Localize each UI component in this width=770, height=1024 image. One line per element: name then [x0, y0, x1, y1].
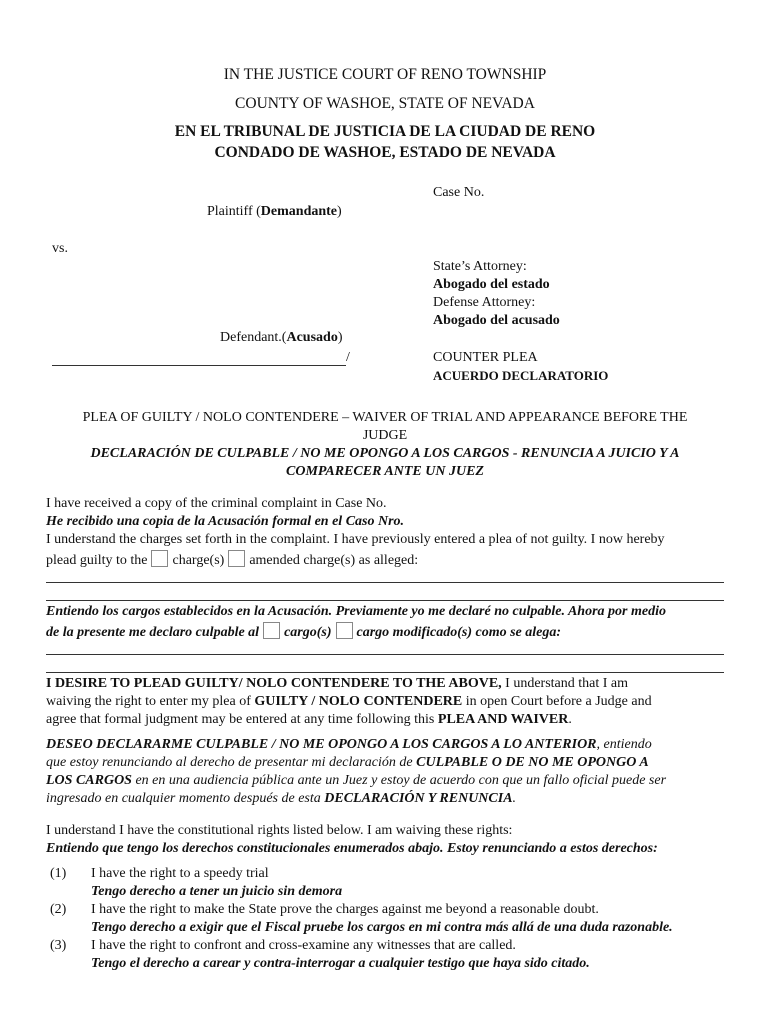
versus-label: vs. [52, 241, 68, 256]
counter-plea-label: COUNTER PLEA [433, 350, 538, 365]
desire-statement-es-line2: que estoy renunciando al derecho de presentar mi declaración de CULPABLE O DE NO ME OPONGO A [46, 755, 649, 770]
desire-statement-line2: waiving the right to enter my plea of GUILTY / NOLO CONTENDERE in open Court before a Judge and [46, 694, 652, 709]
charges-line-es-2[interactable] [46, 672, 724, 673]
right-text: I have the right to make the State prove the charges against me beyond a reasonable doubt. [91, 902, 599, 917]
amended-charges-checkbox-es[interactable] [336, 622, 353, 639]
county-en: COUNTY OF WASHOE, STATE OF NEVADA [235, 95, 535, 112]
charges-line-1[interactable] [46, 582, 724, 583]
case-no-label: Case No. [433, 185, 485, 200]
charges-checkbox[interactable] [151, 550, 168, 567]
court-name-es: EN EL TRIBUNAL DE JUSTICIA DE LA CIUDAD DE RENO [174, 123, 596, 140]
charges-line-es-1[interactable] [46, 654, 724, 655]
document-title-line2: JUDGE [362, 428, 408, 443]
document-title-es-line1: DECLARACIÓN DE CULPABLE / NO ME OPONGO A LOS CARGOS - RENUNCIA A JUICIO Y A [90, 446, 680, 461]
charges-checkbox-es[interactable] [263, 622, 280, 639]
understand-statement-line2: plead guilty to the charge(s) amended charge(s) as alleged: [46, 550, 418, 569]
county-es: CONDADO DE WASHOE, ESTADO DE NEVADA [214, 144, 556, 161]
rights-intro-es: Entiendo que tengo los derechos constitucionales enumerados abajo. Estoy renunciando a estos derechos: [46, 841, 658, 856]
defense-attorney-label-es: Abogado del acusado [433, 313, 560, 328]
court-name-en: IN THE JUSTICE COURT OF RENO TOWNSHIP [223, 66, 547, 83]
defendant-label: Defendant.(Acusado) [220, 330, 343, 345]
plaintiff-label: Plaintiff (Demandante) [207, 204, 342, 219]
caption-slash: / [346, 350, 350, 365]
defendant-name-line[interactable] [52, 365, 346, 366]
rights-intro: I understand I have the constitutional rights listed below. I am waiving these rights: [46, 823, 513, 838]
desire-statement-line3: agree that formal judgment may be entered at any time following this PLEA AND WAIVER. [46, 712, 572, 727]
amended-charges-checkbox[interactable] [228, 550, 245, 567]
state-attorney-label-es: Abogado del estado [433, 277, 550, 292]
right-text-es: Tengo derecho a tener un juicio sin demora [91, 884, 343, 899]
right-number: (3) [50, 938, 67, 953]
desire-statement-es-line4: ingresado en cualquier momento después de esta DECLARACIÓN Y RENUNCIA. [46, 791, 517, 806]
defense-attorney-label: Defense Attorney: [433, 295, 536, 310]
understand-statement-es-line2: de la presente me declaro culpable al cargo(s) cargo modificado(s) como se alega: [46, 622, 561, 641]
desire-statement-es-line1: DESEO DECLARARME CULPABLE / NO ME OPONGO A LOS CARGOS A LO ANTERIOR, entiendo [46, 737, 652, 752]
desire-statement-line1: I DESIRE TO PLEAD GUILTY/ NOLO CONTENDERE TO THE ABOVE, I understand that I am [46, 676, 629, 691]
charges-line-2[interactable] [46, 600, 724, 601]
desire-statement-es-line3: LOS CARGOS en en una audiencia pública ante un Juez y estoy de acuerdo con que un fallo oficial puede ser [46, 773, 667, 788]
right-number: (2) [50, 902, 67, 917]
received-statement: I have received a copy of the criminal complaint in Case No. [46, 496, 387, 511]
state-attorney-label: State’s Attorney: [433, 259, 527, 274]
understand-statement-es-line1: Entiendo los cargos establecidos en la Acusación. Previamente yo me declaré no culpable. Ahora por medio [46, 604, 666, 619]
right-text: I have the right to confront and cross-examine any witnesses that are called. [91, 938, 516, 953]
understand-statement-line1: I understand the charges set forth in the complaint. I have previously entered a plea of not guilty. I now hereby [46, 532, 665, 547]
document-title-line1: PLEA OF GUILTY / NOLO CONTENDERE – WAIVER OF TRIAL AND APPEARANCE BEFORE THE [82, 410, 688, 425]
received-statement-es: He recibido una copia de la Acusación formal en el Caso Nro. [46, 514, 405, 529]
counter-plea-label-es: ACUERDO DECLARATORIO [433, 368, 609, 383]
document-title-es-line2: COMPARECER ANTE UN JUEZ [286, 464, 484, 479]
right-text-es: Tengo el derecho a carear y contra-interrogar a cualquier testigo que haya sido citado. [91, 956, 590, 971]
right-number: (1) [50, 866, 67, 881]
right-text: I have the right to a speedy trial [91, 866, 269, 881]
right-text-es: Tengo derecho a exigir que el Fiscal pruebe los cargos en mi contra más allá de una duda razonable. [91, 920, 673, 935]
